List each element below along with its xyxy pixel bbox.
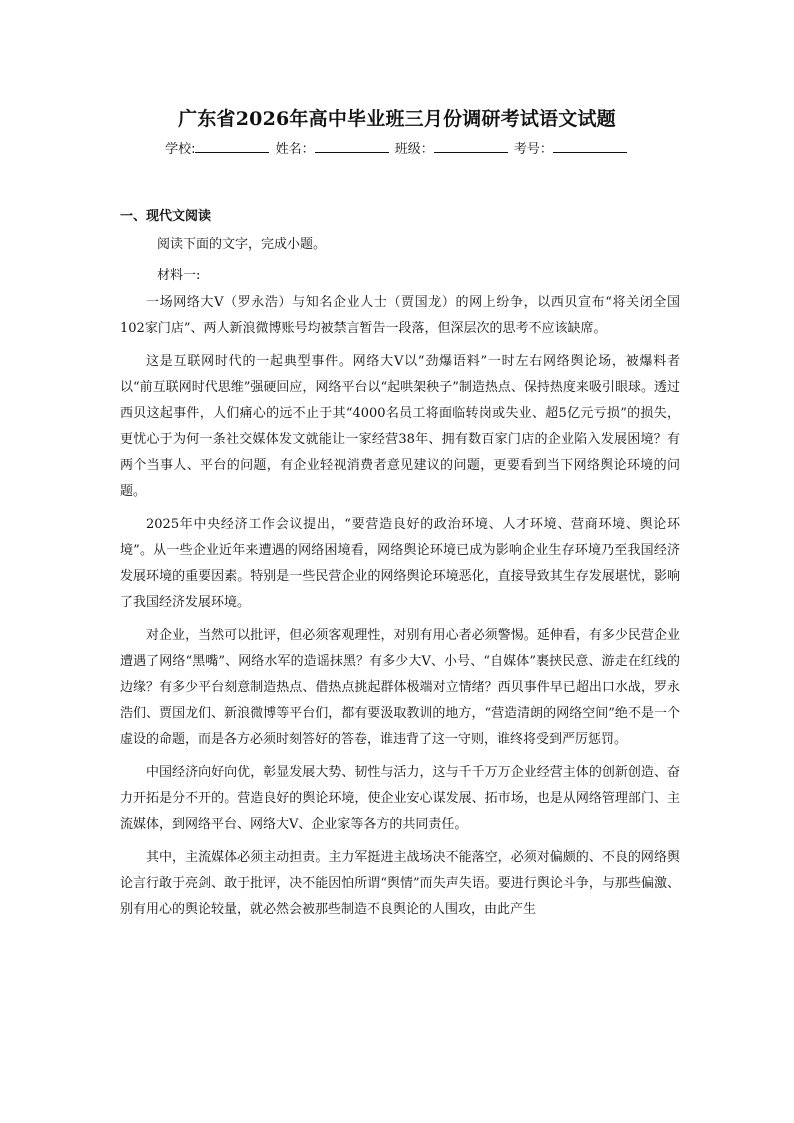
- school-label: 学校:: [165, 142, 196, 157]
- reading-passage: [120, 290, 680, 930]
- reading-instruction: 阅读下面的文字，完成小题。: [157, 237, 327, 252]
- material-label: 材料一:: [157, 268, 201, 283]
- student-info-line: [0, 138, 794, 157]
- paragraph: 其中，主流媒体必须主动担责。主力军挺进主战场决不能落空，必须对偏颇的、不良的网络舆论言行敢于亮剑、敢于批评，决不能因怕所谓“舆情”而失声失语。要进行舆论斗争，与那些偏激、别有用心的舆论较量，就必然会被那些制造不良舆论的人围攻，由此产生: [120, 850, 680, 917]
- school-blank: [195, 140, 269, 153]
- exam-no-label: 考号：: [513, 142, 553, 157]
- paragraph: 一场网络大V（罗永浩）与知名企业人士（贾国龙）的网上纷争，以西贝宣布“将关闭全国102家门店”、两人新浪微博账号均被禁言暂告一段落，但深层次的思考不应该缺席。: [120, 295, 680, 336]
- name-blank: [315, 140, 389, 153]
- name-label: 姓名：: [275, 142, 315, 157]
- exam-title: 广东省2026年高中毕业班三月份调研考试语文试题: [178, 108, 616, 130]
- paragraph: 对企业，当然可以批评，但必须客观理性，对别有用心者必须警惕。延伸看，有多少民营企业遭遇了网络“黑嘴”、网络水军的造谣抹黑？有多少大V、小号、“自媒体”裹挟民意、游走在红线的边缘？有多少平台刻意制造热点、借热点挑起群体极端对立情绪？西贝事件早已超出口水战，罗永浩们、贾国龙们、新浪微博等平台们，都有要汲取教训的地方，“营造清朗的网络空间”绝不是一个虚设的命题，而是各方必须时刻答好的答卷，谁违背了这一守则，谁终将受到严厉惩罚。: [120, 628, 680, 747]
- paragraph: 这是互联网时代的一起典型事件。网络大V以“劲爆语料”一时左右网络舆论场，被爆料者以“前互联网时代思维”强硬回应，网络平台以“起哄架秧子”制造热点、保持热度来吸引眼球。透过西贝这起事件，人们痛心的远不止于其“4000名员工将面临转岗或失业、超5亿元亏损”的损失，更忧心于为何一条社交媒体发文就能让一家经营38年、拥有数百家门店的企业陷入发展困境？有两个当事人、平台的问题，有企业轻视消费者意见建议的问题，更要看到当下网络舆论环境的问题。: [120, 354, 680, 499]
- paragraph: 2025年中央经济工作会议提出，“要营造良好的政治环境、人才环境、营商环境、舆论环境”。从一些企业近年来遭遇的网络困境看，网络舆论环境已成为影响企业生存环境乃至我国经济发展环境的重要因素。特别是一些民营企业的网络舆论环境恶化，直接导致其生存发展堪忧，影响了我国经济发展环境。: [120, 517, 680, 610]
- class-blank: [434, 140, 508, 153]
- paragraph: 中国经济向好向优，彰显发展大势、韧性与活力，这与千千万万企业经营主体的创新创造、奋力开拓是分不开的。营造良好的舆论环境，使企业安心谋发展、拓市场，也是从网络管理部门、主流媒体，到网络平台、网络大V、企业家等各方的共同责任。: [120, 765, 680, 832]
- class-label: 班级：: [394, 142, 434, 157]
- section-heading: 一、现代文阅读: [120, 209, 212, 224]
- exam-no-blank: [553, 140, 627, 153]
